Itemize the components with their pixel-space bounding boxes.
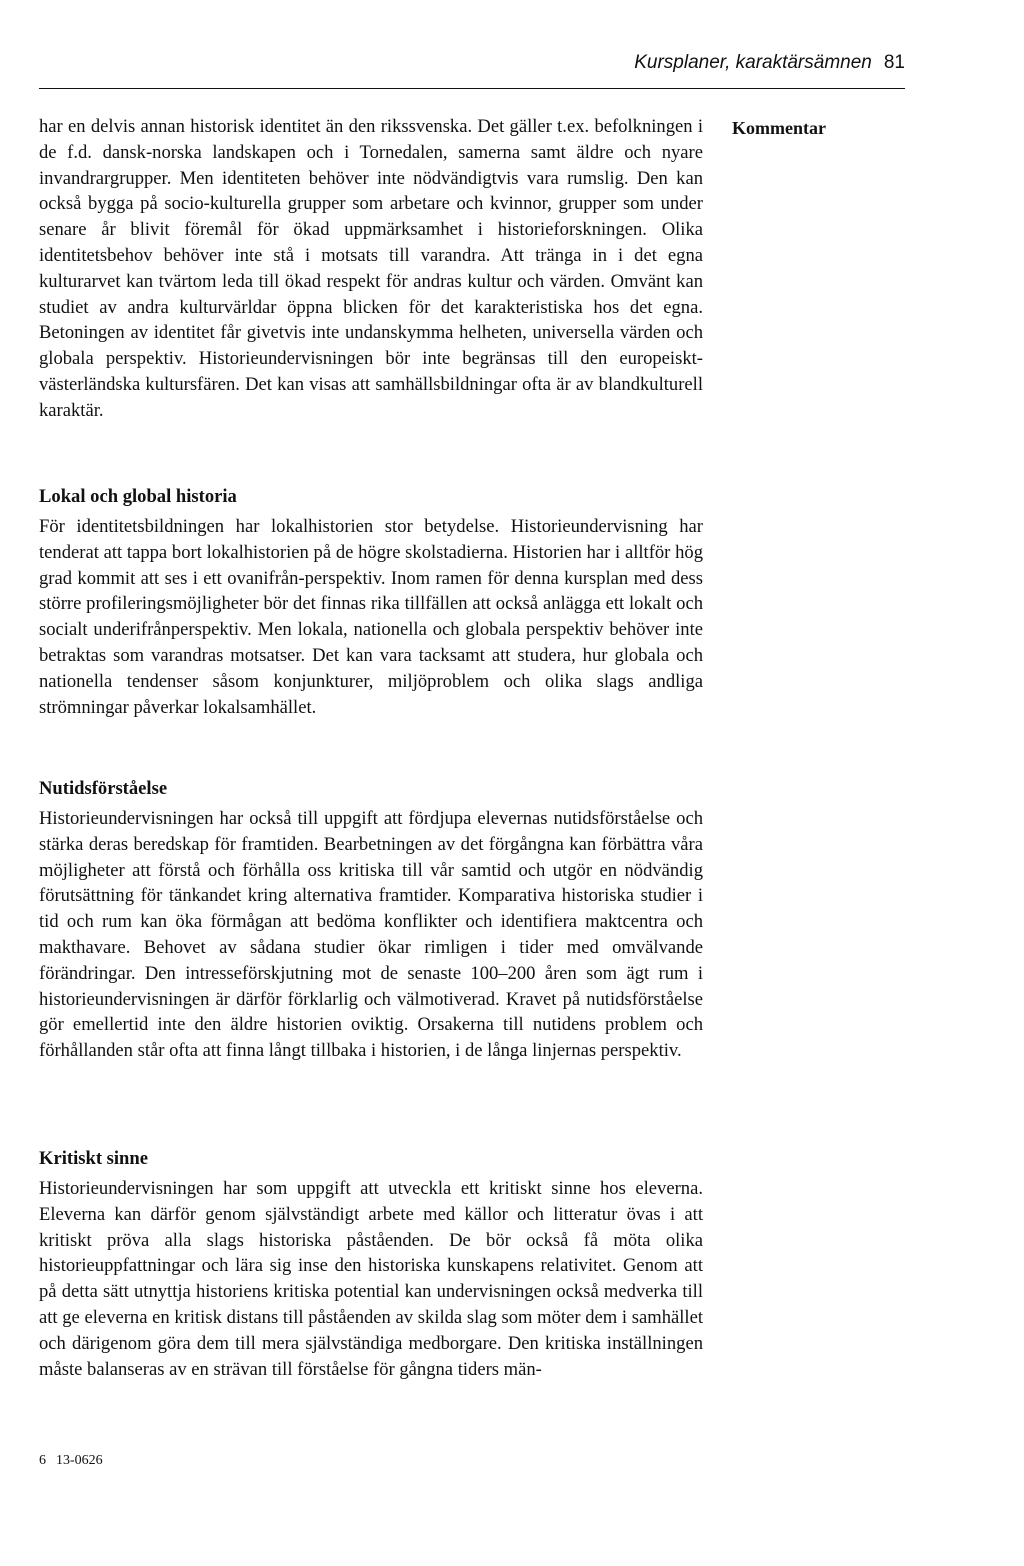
signature-number: 6 bbox=[39, 1453, 46, 1468]
intro-paragraph: har en delvis annan historisk identitet än den rikssvenska. Det gäller t.ex. befolkningen i de f.d. dansk-norska landskapen och i Tornedalen, samerna samt äldre och nyare invandrargrupper. Men identiteten behöver inte nödvändigtvis vara rumslig. Den kan också bygga på socio-kulturella grupper som arbetare och kvinnor, grupper som under senare år blivit föremål för ökad uppmärksamhet i historieforskningen. Olika identitetsbehov behöver inte stå i motsats till varandra. Att tränga in i det egna kulturarvet kan tvärtom leda till ökad respekt för andras kultur och värden. Omvänt kan studiet av andra kulturvärldar öppna blicken för det karakteristiska hos det egna. Betoningen av identitet får givetvis inte undanskymma helheten, universella värden och globala perspektiv. Historieundervisningen bör inte begränsas till den europeiskt-västerländska kultursfären. Det kan visas att samhällsbildningar ofta är av blandkulturell karaktär. bbox=[39, 116, 703, 421]
heading-kritiskt-sinne: Kritiskt sinne bbox=[39, 1148, 148, 1169]
paragraph-lokal-och-global-historia: För identitetsbildningen har lokalhistorien stor betydelse. Historieundervisning har tenderat att tappa bort lokalhistorien på de högre skolstadierna. Historien har i alltför hög grad kommit att ses i ett ovanifrån-perspektiv. Inom ramen för denna kursplan med dess större profileringsmöjligheter bör det finnas rika tillfällen att också anlägga ett lokalt och socialt underifrånperspektiv. Men lokala, nationella och globala perspektiv behöver inte betraktas som varandras motsatser. Det kan vara tacksamt att studera, hur globala och nationella tendenser såsom konjunkturer, miljöproblem och olika slags andliga strömningar påverkar lokalsamhället. bbox=[39, 516, 703, 718]
running-title: Kursplaner, karaktärsämnen bbox=[634, 52, 872, 73]
header-rule bbox=[39, 88, 905, 89]
heading-nutidsforstaelse: Nutidsförståelse bbox=[39, 778, 168, 799]
running-header bbox=[39, 52, 905, 74]
paragraph-nutidsforstaelse: Historieundervisningen har också till uppgift att fördjupa elevernas nutidsförståelse och stärka deras beredskap för framtiden. Bearbetningen av det förgångna kan förbättra våra möjligheter att förstå och förhålla oss kritiska till vår samtid och utgör en nödvändig förutsättning för tänkandet kring alternativa framtider. Komparativa historiska studier i tid och rum kan öka förmågan att bedöma konflikter och identifiera maktcentra och makthavare. Behovet av sådana studier ökar rimligen i tider med omvälvande förändringar. Den intresseförskjutning mot de senaste 100–200 åren som ägt rum i historieundervisningen är därför förklarlig och välmotiverad. Kravet på nutidsförståelse gör emellertid inte den äldre historien oviktig. Orsakerna till nutidens problem och förhållanden står ofta att finna långt tillbaka i historien, i de långa linjernas perspektiv. bbox=[39, 808, 703, 1062]
heading-lokal-och-global-historia: Lokal och global historia bbox=[39, 486, 237, 507]
signature-code: 13-0626 bbox=[56, 1453, 103, 1468]
margin-note-kommentar: Kommentar bbox=[732, 118, 826, 138]
printer-signature bbox=[39, 1452, 103, 1470]
paragraph-kritiskt-sinne: Historieundervisningen har som uppgift att utveckla ett kritiskt sinne hos eleverna. Eleverna kan därför genom självständigt arbete med källor och litteratur övas i att kritiskt pröva alla slags historiska påståenden. De bör också få möta olika historieuppfattningar och lära sig inse den historiska kunskapens relativitet. Genom att på detta sätt utnyttja historiens kritiska potential kan undervisningen också medverka till att ge eleverna en kritisk distans till påståenden av skilda slag som möter dem i samhället och därigenom göra dem till mera självständiga medborgare. Den kritiska inställningen måste balanseras av en strävan till förståelse för gångna tiders män- bbox=[39, 1178, 703, 1380]
page-number: 81 bbox=[883, 52, 905, 73]
